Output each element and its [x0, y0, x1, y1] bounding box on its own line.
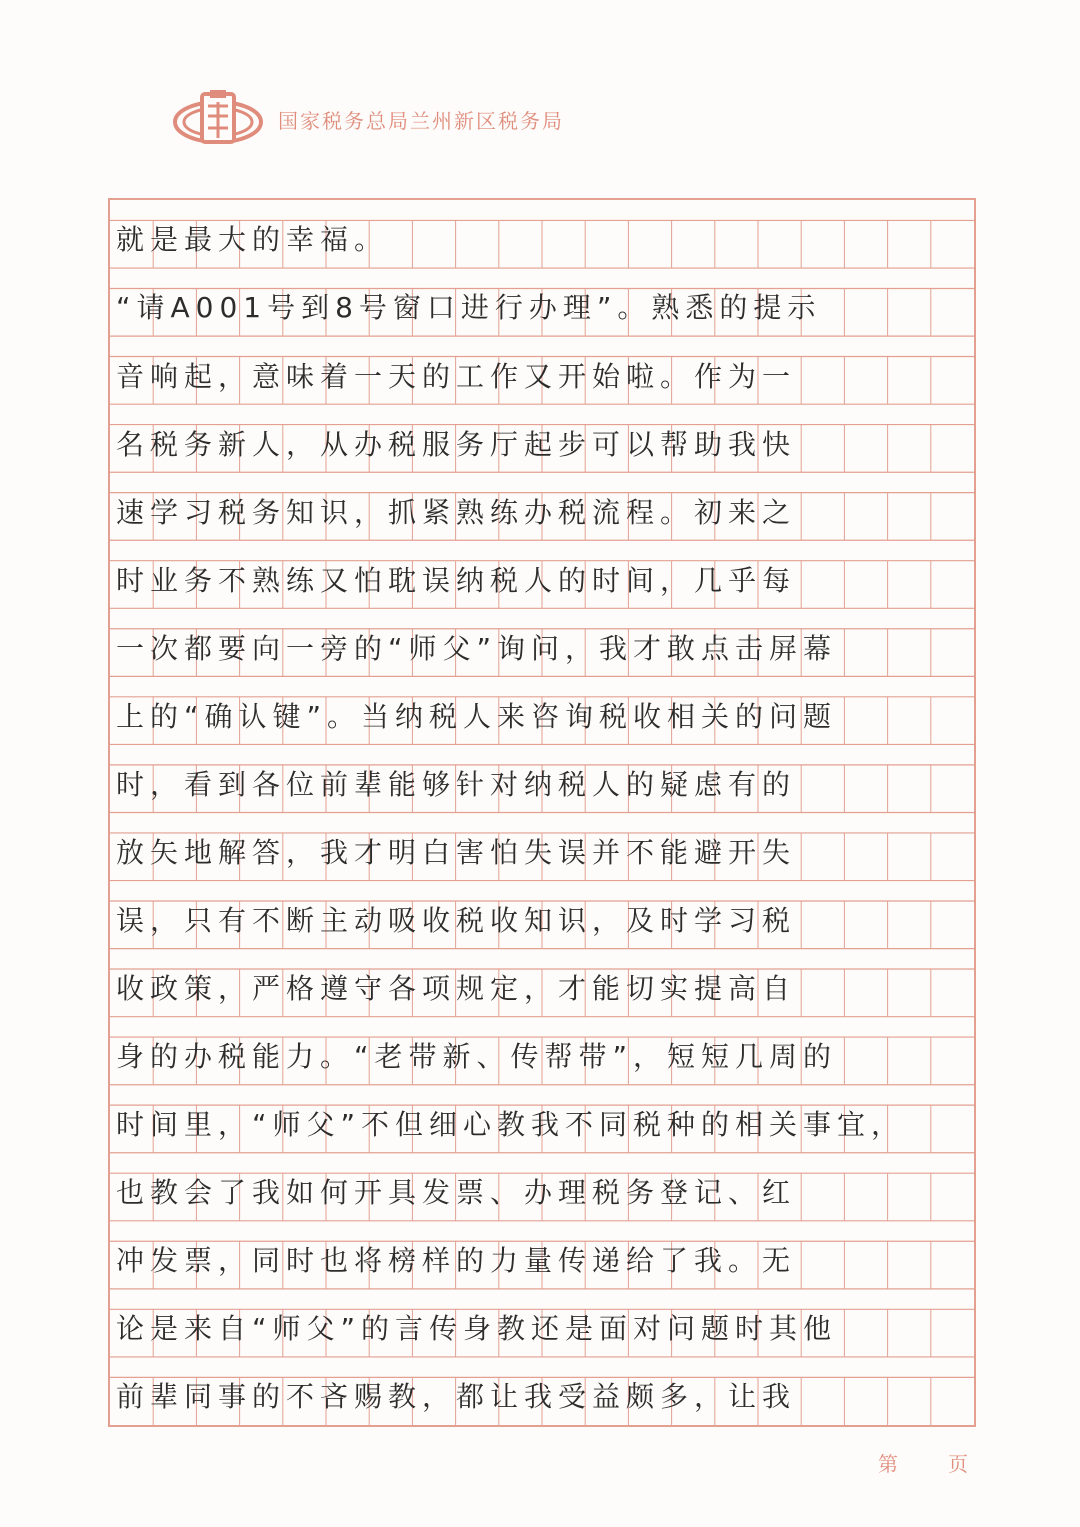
letterhead [172, 88, 564, 150]
manuscript-line: 时业务不熟练又怕耽误纳税人的时间，几乎每 [116, 563, 797, 597]
manuscript-line: 上的“确认键”。当纳税人来咨询税收相关的问题 [116, 699, 838, 733]
manuscript-line: 时间里，“师父”不但细心教我不同税种的相关事宜， [116, 1108, 906, 1142]
manuscript-line: 放矢地解答，我才明白害怕失误并不能避开失 [116, 835, 797, 869]
manuscript-line: 也教会了我如何开具发票、办理税务登记、红 [116, 1176, 797, 1210]
manuscript-line: 身的办税能力。“老带新、传帮带”，短短几周的 [116, 1040, 838, 1074]
manuscript-line: 冲发票，同时也将榜样的力量传递给了我。无 [116, 1244, 797, 1278]
manuscript-sheet [108, 198, 976, 1427]
manuscript-line: 误，只有不断主动吸收税收知识，及时学习税 [116, 903, 797, 937]
page-footer [878, 1448, 968, 1477]
manuscript-lines [110, 200, 974, 1425]
manuscript-line: 论是来自“师父”的言传身教还是面对问题时其他 [116, 1312, 838, 1346]
manuscript-line: 速学习税务知识，抓紧熟练办税流程。初来之 [116, 495, 797, 529]
org-name: 国家税务总局兰州新区税务局 [278, 108, 564, 133]
manuscript-line: 一次都要向一旁的“师父”询问，我才敢点击屏幕 [116, 631, 838, 665]
manuscript-line: 音响起，意味着一天的工作又开始啦。作为一 [116, 359, 797, 393]
page-label-prefix: 第 [878, 1452, 898, 1476]
tax-bureau-emblem-icon [172, 88, 264, 150]
page-label-suffix: 页 [948, 1452, 968, 1476]
manuscript-line: 就是最大的幸福。 [116, 223, 389, 257]
manuscript-line: “请A001号到8号窗口进行办理”。熟悉的提示 [116, 291, 822, 325]
manuscript-line: 前辈同事的不吝赐教，都让我受益颇多，让我 [116, 1380, 797, 1414]
manuscript-line: 收政策，严格遵守各项规定，才能切实提高自 [116, 972, 797, 1006]
manuscript-line: 名税务新人，从办税服务厅起步可以帮助我快 [116, 427, 797, 461]
manuscript-line: 时，看到各位前辈能够针对纳税人的疑虑有的 [116, 767, 797, 801]
